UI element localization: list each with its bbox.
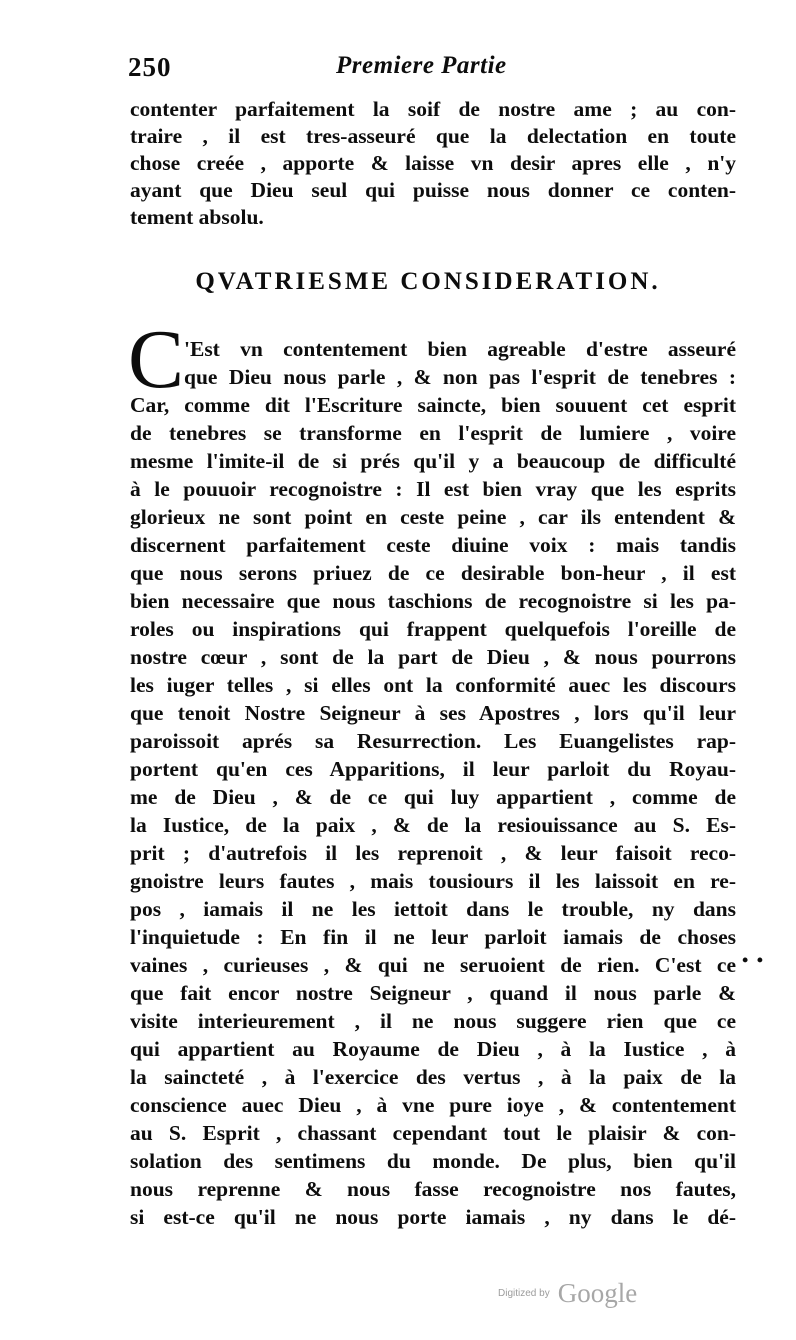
- digitized-label: Digitized by: [498, 1288, 550, 1299]
- text-line: glorieux ne sont point en ceste peine , car ils entendent &: [130, 505, 736, 529]
- text-line: que fait encor nostre Seigneur , quand il nous parle &: [130, 981, 736, 1005]
- text-line: Car, comme dit l'Escriture saincte, bien souuent cet esprit: [130, 393, 736, 417]
- digitization-watermark: [498, 1278, 637, 1308]
- text-line: nostre cœur , sont de la part de Dieu , & nous pourrons: [130, 645, 736, 669]
- text-line: nous reprenne & nous fasse recognoistre nos fautes,: [130, 1177, 736, 1201]
- text-line: chose creée , apporte & laisse vn desir apres elle , n'y: [130, 151, 736, 175]
- text-line: à le pouuoir recognoistre : Il est bien vray que les esprits: [130, 477, 736, 501]
- text-line: me de Dieu , & de ce qui luy appartient , comme de: [130, 785, 736, 809]
- text-line: que tenoit Nostre Seigneur à ses Apostres , lors qu'il leur: [130, 701, 736, 725]
- text-line: visite interieurement , il ne nous suggere rien que ce: [130, 1009, 736, 1033]
- text-line: que nous serons priuez de ce desirable bon-heur , il est: [130, 561, 736, 585]
- text-line: l'inquietude : En fin il ne leur parloit iamais de choses: [130, 925, 736, 949]
- text-line: la Iustice, de la paix , & de la resiouissance au S. Es-: [130, 813, 736, 837]
- running-head: Premiere Partie: [336, 52, 507, 79]
- text-line: les iuger telles , si elles ont la conformité auec les discours: [130, 673, 736, 697]
- section-heading: QVATRIESME CONSIDERATION.: [195, 268, 661, 295]
- text-line: que Dieu nous parle , & non pas l'esprit de tenebres :: [184, 365, 736, 389]
- text-line: conscience auec Dieu , à vne pure ioye , & contentement: [130, 1093, 736, 1117]
- text-line: roles ou inspirations qui frappent quelquefois l'oreille de: [130, 617, 736, 641]
- page-header: [128, 52, 688, 86]
- margin-mark: • •: [742, 950, 766, 970]
- text-line: 'Est vn contentement bien agreable d'estre asseuré: [184, 337, 736, 361]
- text-line: mesme l'imite-il de si prés qu'il y a beaucoup de difficulté: [130, 449, 736, 473]
- text-line: solation des sentimens du monde. De plus, bien qu'il: [130, 1149, 736, 1173]
- text-line: si est-ce qu'il ne nous porte iamais , ny dans le dé-: [130, 1205, 736, 1229]
- text-line: prit ; d'autrefois il les reprenoit , & leur faisoit reco-: [130, 841, 736, 865]
- page-number: 250: [128, 52, 172, 82]
- text-line: tement absolu.: [130, 205, 264, 229]
- text-line: ayant que Dieu seul qui puisse nous donner ce conten-: [130, 178, 736, 202]
- text-line: gnoistre leurs fautes , mais tousiours il les laissoit en re-: [130, 869, 736, 893]
- text-line: de tenebres se transforme en l'esprit de lumiere , voire: [130, 421, 736, 445]
- text-line: portent qu'en ces Apparitions, il leur parloit du Royau-: [130, 757, 736, 781]
- drop-cap: C: [128, 313, 185, 406]
- text-line: pos , iamais il ne les iettoit dans le trouble, ny dans: [130, 897, 736, 921]
- text-line: paroissoit aprés sa Resurrection. Les Euangelistes rap-: [130, 729, 736, 753]
- text-line: discernent parfaitement ceste diuine voix : mais tandis: [130, 533, 736, 557]
- google-logo: Google: [557, 1278, 638, 1308]
- text-line: vaines , curieuses , & qui ne seruoient de rien. C'est ce: [130, 953, 736, 977]
- text-line: qui appartient au Royaume de Dieu , à la Iustice , à: [130, 1037, 736, 1061]
- text-line: traire , il est tres-asseuré que la delectation en toute: [130, 124, 736, 148]
- text-line: au S. Esprit , chassant cependant tout le plaisir & con-: [130, 1121, 736, 1145]
- text-line: contenter parfaitement la soif de nostre ame ; au con-: [130, 97, 736, 121]
- text-line: bien necessaire que nous taschions de recognoistre si les pa-: [130, 589, 736, 613]
- text-line: la saincteté , à l'exercice des vertus , à la paix de la: [130, 1065, 736, 1089]
